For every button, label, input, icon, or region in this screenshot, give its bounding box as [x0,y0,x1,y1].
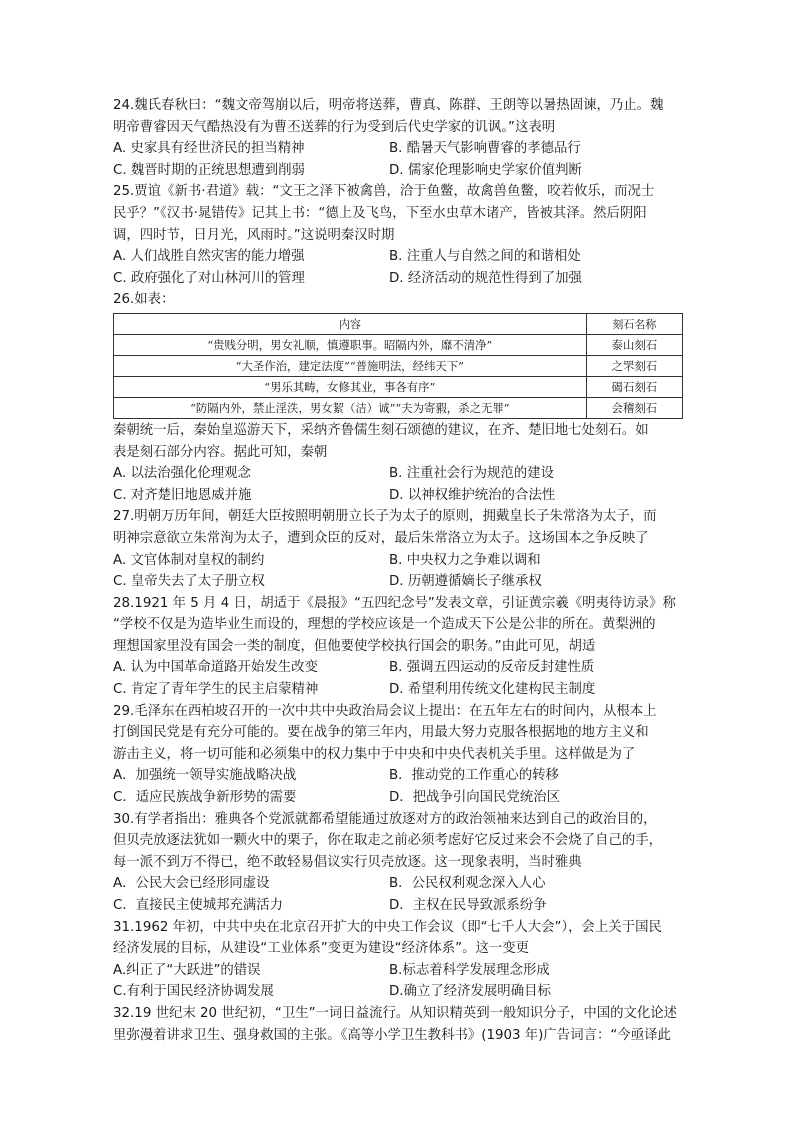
question-30 [113,809,683,917]
table-row [114,355,683,376]
table-cell-name: 碣石刻石 [586,376,682,397]
option-row [113,138,683,160]
option-row [113,873,683,895]
table-header-name: 刻石名称 [586,313,682,334]
option-b: B. 中央权力之争难以调和 [389,552,541,568]
option-b: B.标志着科学发展理念形成 [389,962,550,978]
question-text: 民乎？”《汉书·晁错传》记其上书：“德上及飞鸟，下至水虫草木诸产，皆被其泽。然后阴阳 [113,205,647,221]
option-d: D. 以神权维护统治的合法性 [389,487,556,503]
option-b: B．推动党的工作重心的转移 [389,768,559,784]
option-a: A. 史家具有经世济民的担当精神 [113,141,305,157]
question-text: 25.贾谊《新书·君道》载：“文王之泽下被禽兽，洽于鱼鳖，故禽兽鱼鳖，咬若攸乐，而况士 [113,184,655,200]
option-a: A．公民大会已经形同虚设 [113,876,270,892]
option-d: D. 儒家伦理影响史学家价值判断 [389,162,582,178]
question-text: 27.明朝万历年间，朝廷大臣按照明朝册立长子为太子的原则，拥戴皇长子朱常洛为太子，而 [113,509,657,525]
question-text: 里弥漫着讲求卫生、强身救国的主张。《高等小学卫生教科书》(1903 年)广告词言：“今亟译此 [113,1027,671,1043]
option-b: B．公民权利观念深入人心 [389,876,546,892]
option-a: A. 认为中国革命道路开始发生改变 [113,660,318,676]
table-cell-name: 会稽刻石 [586,397,682,418]
question-text: 32.19 世纪末 20 世纪初，“卫生”一词日益流行。从知识精英到一般知识分子，中国的文化论述 [113,1005,678,1021]
option-d: D．把战争引向国民党统治区 [389,790,560,806]
option-row [113,246,683,268]
question-text: 但贝壳放逐法犹如一颗火中的栗子，你在取走之前必须考虑好它反过来会不会烧了自己的手， [113,833,663,849]
question-text: 26.如表： [113,292,175,308]
question-text: 调，四时节，日月光，风雨时。”这说明秦汉时期 [113,227,395,243]
table-cell-content: “男乐其畴，女修其业，事各有序” [114,376,587,397]
question-27 [113,506,683,592]
question-text: 31.1962 年初，中共中央在北京召开扩大的中央工作会议（即“七千人大会”），会上关于国民 [113,919,662,935]
table-cell-content: “大圣作治，建定法度”“普施明法，经纬天下” [114,355,587,376]
question-text: 29.毛泽东在西柏坡召开的一次中共中央政治局会议上提出：在五年左右的时间内，从根本上 [113,703,657,719]
option-a: A．加强统一领导实施战略决战 [113,768,297,784]
option-a: A. 人们战胜自然灾害的能力增强 [113,249,305,265]
question-28 [113,593,683,701]
exam-page [113,95,683,1046]
option-b: B. 酷暑天气影响曹睿的孝德品行 [389,141,581,157]
question-text: 明帝曹睿因天气酷热没有为曹丕送葬的行为受到后代史学家的讥讽。”这表明 [113,119,556,135]
option-d: D. 希望利用传统文化建构民主制度 [389,682,596,698]
option-c: C．直接民主使城邦充满活力 [113,898,284,913]
option-a: A. 文官体制对皇权的制约 [113,552,265,568]
table-cell-name: 之罘刻石 [586,355,682,376]
question-32 [113,1003,683,1046]
table-cell-content: “防隔内外，禁止淫泆，男女絜（洁）诚”“夫为寄豭，杀之无罪” [114,397,587,418]
option-a: A. 以法治强化伦理观念 [113,466,251,482]
option-c: C.有利于国民经济协调发展 [113,984,274,1000]
question-text: 28.1921 年 5 月 4 日，胡适于《晨报》“五四纪念号”发表文章，引证黄宗羲《明夷待访录》称 [113,595,676,611]
table-cell-name: 泰山刻石 [586,334,682,355]
inscription-table [113,313,683,419]
option-row [113,268,683,290]
option-d: D.确立了经济发展明确目标 [389,984,551,1000]
table-cell-content: “贵贱分明，男女礼顺，慎遵职事。昭隔内外，靡不清净” [114,334,587,355]
table-header-content: 内容 [114,313,587,334]
option-d: D．主权在民导致派系纷争 [389,898,547,913]
question-text: 30.有学者指出：雅典各个党派就都希望能通过放逐对方的政治领袖来达到自己的政治目的， [113,811,657,827]
option-row [113,960,683,982]
option-row [113,160,683,182]
question-text: 经济发展的目标，从建设“工业体系”变更为建设“经济体系”。这一变更 [113,941,530,957]
question-text: 游击主义，将一切可能和必须集中的权力集中于中央和中央代表机关手里。这样做是为了 [113,746,636,762]
option-row [113,463,683,485]
question-text: 理想国家里没有国会一类的制度，但他要使学校执行国会的职务。”由此可见，胡适 [113,638,596,654]
option-c: C．适应民族战争新形势的需要 [113,790,297,806]
table-row [114,397,683,418]
question-text: 秦朝统一后，秦始皇巡游天下，采纳齐鲁儒生刻石颂德的建议，在齐、楚旧地七处刻石。如 [113,422,649,438]
table-header-row [114,313,683,334]
question-29 [113,701,683,809]
option-c: C. 皇帝失去了太子册立权 [113,574,265,590]
table-row [114,334,683,355]
question-text: 每一派不到万不得已，绝不敢轻易倡议实行贝壳放逐。这一现象表明，当时雅典 [113,854,582,870]
question-text: 明神宗意欲立朱常洵为太子，遭到众臣的反对，最后朱常洛立为太子。这场国本之争反映了 [113,530,649,546]
option-row [113,571,683,593]
option-c: C. 政府强化了对山林河川的管理 [113,270,305,286]
option-row [113,765,683,787]
question-26 [113,289,683,506]
option-row [113,895,683,917]
option-c: C. 对齐楚旧地恩威并施 [113,487,252,503]
option-b: B. 注重人与自然之间的和谐相处 [389,249,581,265]
option-row [113,657,683,679]
question-24 [113,95,683,181]
option-b: B. 注重社会行为规范的建设 [389,466,554,482]
option-c: C. 肯定了青年学生的民主启蒙精神 [113,682,319,698]
option-a: A.纠正了“大跃进”的错误 [113,962,261,978]
option-row [113,679,683,701]
question-text: 24.魏氏春秋曰：“魏文帝驾崩以后，明帝将送葬，曹真、陈群、王朗等以暑热固谏，乃止。魏 [113,98,664,113]
option-row [113,550,683,572]
question-text: 表是刻石部分内容。据此可知，秦朝 [113,444,328,460]
question-25 [113,181,683,289]
table-row [114,376,683,397]
option-d: D. 经济活动的规范性得到了加强 [389,270,582,286]
question-31 [113,917,683,1003]
option-b: B. 强调五四运动的反帝反封建性质 [389,660,595,676]
question-text: 打倒国民党是有充分可能的。要在战争的第三年内，用最大努力克服各根据地的地方主义和 [113,725,649,741]
question-text: “学校不仅是为造毕业生而设的，理想的学校应该是一个造成天下公是公非的所在。黄梨洲的 [113,617,656,633]
option-row [113,485,683,507]
option-row [113,981,683,1003]
option-d: D. 历朝遵循嫡长子继承权 [389,574,542,590]
option-c: C. 魏晋时期的正统思想遭到削弱 [113,162,305,178]
option-row [113,787,683,809]
